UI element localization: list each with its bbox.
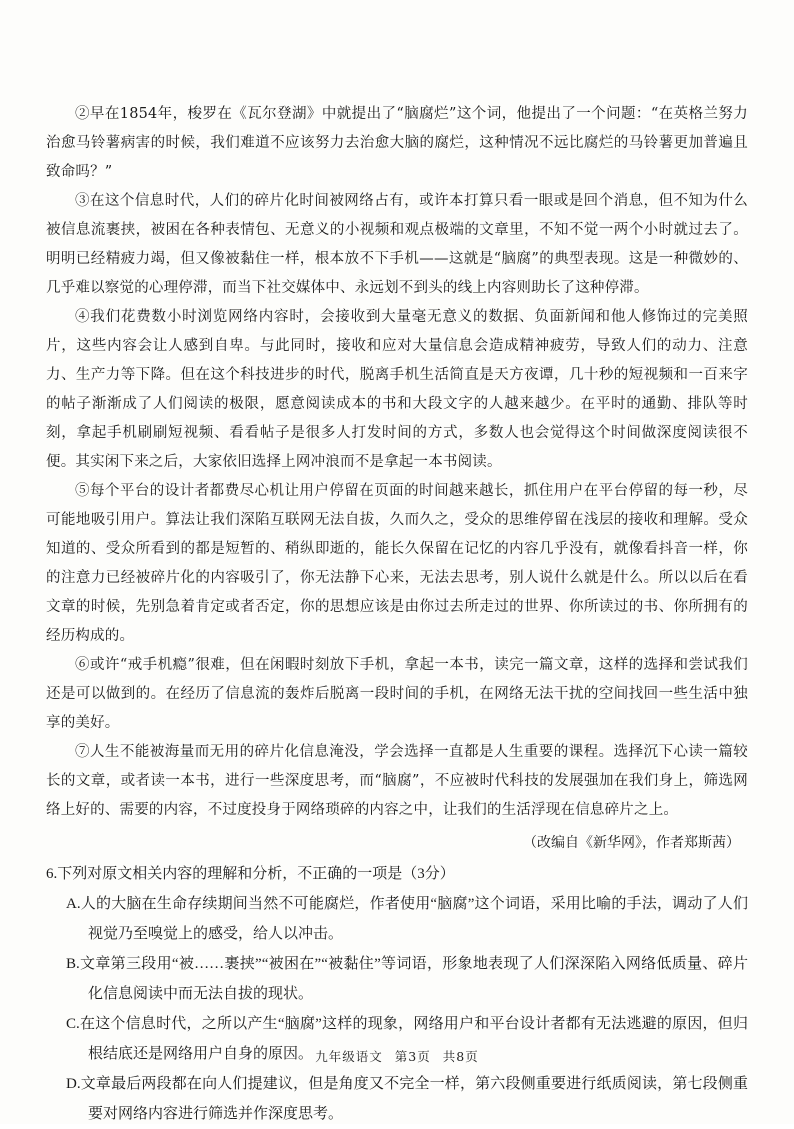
option-c: C.在这个信息时代，之所以产生“脑腐”这样的现象，网络用户和平台设计者都有无法逃避的原因，但归根结底还是网络用户自身的原因。 — [66, 1016, 748, 1062]
footer-total-pages: 共8页 — [442, 1049, 479, 1064]
paragraph-2: ②早在1854年，梭罗在《瓦尔登湖》中就提出了“脑腐烂”这个词，他提出了一个问题：“在英格兰努力治愈马铃薯病害的时候，我们难道不应该努力去治愈大脑的腐烂，这种情况不远比腐烂的马铃薯更加普遍且致命吗？” — [46, 106, 748, 180]
paragraph-3: ③在这个信息时代，人们的碎片化时间被网络占有，或许本打算只看一眼或是回个消息，但不知为什么被信息流裹挟，被困在各种表情包、无意义的小视频和观点极端的文章里，不知不觉一两个小时就过去了。明明已经精疲力竭，但又像被黏住一样，根本放不下手机——这就是“脑腐”的典型表现。这是一种微妙的、几乎难以察觉的心理停滞，而当下社交媒体中、永远划不到头的线上内容则助长了这种停滞。 — [46, 193, 748, 296]
footer-subject: 九年级语文 — [315, 1049, 383, 1064]
article-body — [46, 100, 748, 857]
page-content — [46, 100, 748, 1129]
page-footer — [0, 1047, 794, 1065]
question-6 — [46, 859, 748, 1129]
question-stem: 6.下列对原文相关内容的理解和分析，不正确的一项是（3分） — [46, 866, 455, 882]
footer-page-number: 第3页 — [394, 1049, 431, 1064]
option-a: A.人的大脑在生命存续期间当然不可能腐烂，作者使用“脑腐”这个词语，采用比喻的手法，调动了人们视觉乃至嗅觉上的感受，给人以冲击。 — [66, 896, 748, 942]
paragraph-7: ⑦人生不能被海量而无用的碎片化信息淹没，学会选择一直都是人生重要的课程。选择沉下心读一篇较长的文章，或者读一本书，进行一些深度思考，而“脑腐”，不应被时代科技的发展强加在我们身上，筛选网络上好的、需要的内容，不过度投身于网络琐碎的内容之中，让我们的生活浮现在信息碎片之上。 — [46, 744, 748, 818]
paragraph-5: ⑤每个平台的设计者都费尽心机让用户停留在页面的时间越来越长，抓住用户在平台停留的每一秒，尽可能地吸引用户。算法让我们深陷互联网无法自拔，久而久之，受众的思维停留在浅层的接收和理解。受众知道的、受众所看到的都是短暂的、稍纵即逝的，能长久保留在记忆的内容几乎没有，就像看抖音一样，你的注意力已经被碎片化的内容吸引了，你无法静下心来，无法去思考，别人说什么就是什么。所以以后在看文章的时候，先别急着肯定或者否定，你的思想应该是由你过去所走过的世界、你所读过的书、你所拥有的经历构成的。 — [46, 483, 748, 644]
article-source: （改编自《新华网》，作者郑斯茜） — [523, 835, 740, 851]
paragraph-6: ⑥或许“戒手机瘾”很难，但在闲暇时刻放下手机，拿起一本书，读完一篇文章，这样的选择和尝试我们还是可以做到的。在经历了信息流的轰炸后脱离一段时间的手机，在网络无法干扰的空间找回一些生活中独享的美好。 — [46, 657, 748, 731]
paragraph-4: ④我们花费数小时浏览网络内容时，会接收到大量毫无意义的数据、负面新闻和他人修饰过的完美照片，这些内容会让人感到自卑。与此同时，接收和应对大量信息会造成精神疲劳，导致人们的动力、注意力、生产力等下降。但在这个科技进步的时代，脱离手机生活简直是天方夜谭，几十秒的短视频和一百来字的帖子渐渐成了人们阅读的极限，愿意阅读成本的书和大段文字的人越来越少。在平时的通勤、排队等时刻，拿起手机刷刷短视频、看看帖子是很多人打发时间的方式，多数人也会觉得这个时间做深度阅读很不便。其实闲下来之后，大家依旧选择上网冲浪而不是拿起一本书阅读。 — [46, 309, 748, 470]
option-b: B.文章第三段用“被……裹挟”“被困在”“被黏住”等词语，形象地表现了人们深深陷入网络低质量、碎片化信息阅读中而无法自拔的现状。 — [66, 956, 748, 1002]
option-d: D.文章最后两段都在向人们提建议，但是角度又不完全一样，第六段侧重要进行纸质阅读，第七段侧重要对网络内容进行筛选并作深度思考。 — [66, 1076, 748, 1122]
